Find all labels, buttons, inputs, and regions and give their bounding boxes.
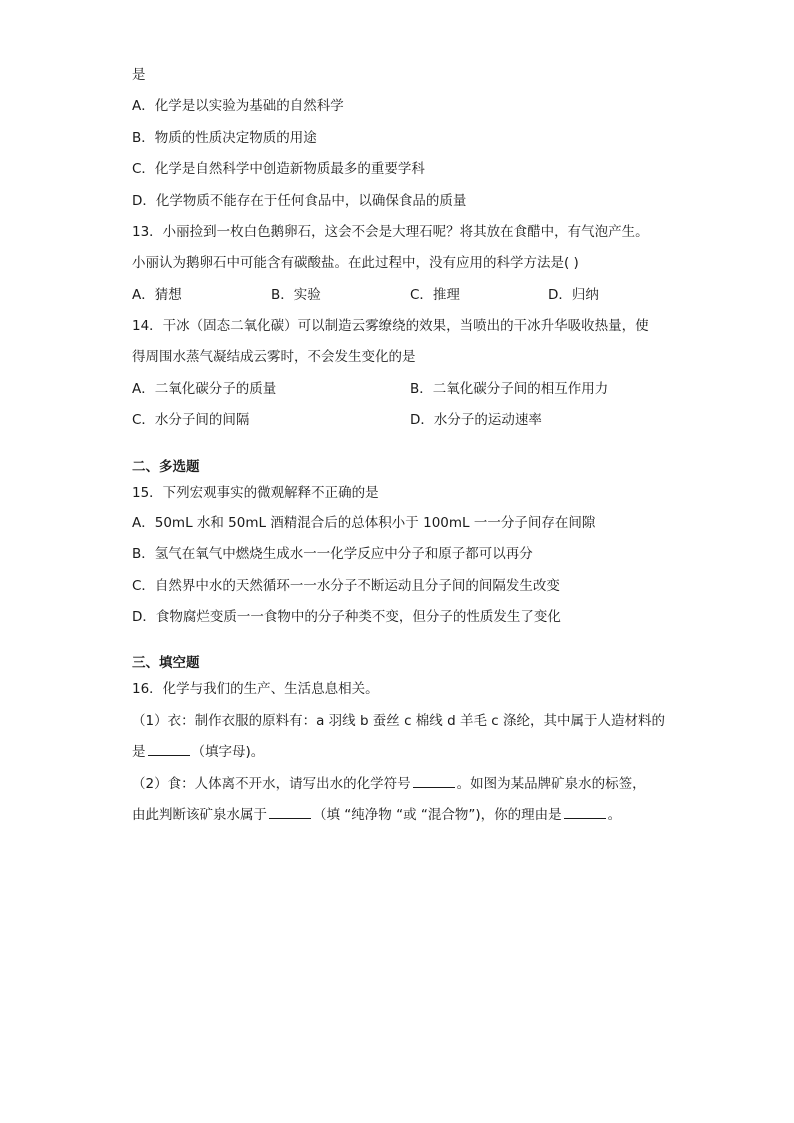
q16-part2-prefix: （2）食：人体离不开水，请写出水的化学符号 <box>132 776 411 792</box>
q16-part2-line2-prefix: 由此判断该矿泉水属于 <box>132 807 267 823</box>
q16-stem: 16．化学与我们的生产、生活息息相关。 <box>132 681 379 697</box>
q13-stem-line2: 小丽认为鹅卵石中可能含有碳酸盐。在此过程中，没有应用的科学方法是( ) <box>132 255 579 271</box>
section-multiple-choice-title: 二、多选题 <box>132 459 200 475</box>
q16-part2-line2-middle: （填 “纯净物 “或 “混合物”)，你的理由是 <box>313 807 562 823</box>
q16-part2-line2-end: 。 <box>607 807 622 823</box>
q16-part2-line2 <box>132 806 621 824</box>
q16-part1-line2 <box>132 743 264 761</box>
q15-option-b: B．氢气在氧气中燃烧生成水一一化学反应中分子和原子都可以再分 <box>132 546 533 562</box>
q13-option-b: B．实验 <box>271 287 321 303</box>
q16-part2-line1-suffix: 。如图为某品牌矿泉水的标签， <box>456 776 646 792</box>
q13-option-c: C．推理 <box>410 287 460 303</box>
q14-option-d: D．水分子的运动速率 <box>410 412 542 428</box>
q16-reason-blank[interactable] <box>564 806 606 819</box>
q13-option-a: A．猜想 <box>132 287 182 303</box>
section-fill-blank-title: 三、填空题 <box>132 655 200 671</box>
q14-option-c: C．水分子间的间隔 <box>132 412 250 428</box>
q14-option-b: B．二氧化碳分子间的相互作用力 <box>410 381 609 397</box>
q16-part1-line1: （1）衣：制作衣服的原料有：a 羽线 b 蚕丝 c 棉线 d 羊毛 c 涤纶，其中属于人造材料的 <box>132 713 665 729</box>
q12-option-d: D．化学物质不能存在于任何食品中，以确保食品的质量 <box>132 193 467 209</box>
q14-stem-line2: 得周围水蒸气凝结成云雾时，不会发生变化的是 <box>132 349 416 365</box>
q13-stem-line1: 13．小丽捡到一枚白色鹅卵石，这会不会是大理石呢？将其放在食醋中，有气泡产生。 <box>132 224 649 240</box>
q14-stem-line1: 14．干冰（固态二氧化碳）可以制造云雾缭绕的效果，当喷出的干冰升华吸收热量，使 <box>132 318 649 334</box>
q16-part1-answer-blank[interactable] <box>148 743 190 756</box>
q12-stem-tail: 是 <box>132 67 146 83</box>
q16-water-symbol-blank[interactable] <box>413 775 455 788</box>
q15-stem: 15．下列宏观事实的微观解释不正确的是 <box>132 485 379 501</box>
q16-part1-suffix: （填字母)。 <box>191 744 265 760</box>
q15-option-c: C．自然界中水的天然循环一一水分子不断运动且分子间的间隔发生改变 <box>132 578 560 594</box>
q16-part1-prefix: 是 <box>132 744 146 760</box>
q15-option-a: A．50mL 水和 50mL 酒精混合后的总体积小于 100mL 一一分子间存在间隙 <box>132 515 596 531</box>
q12-option-b: B．物质的性质决定物质的用途 <box>132 130 317 146</box>
q12-option-c: C．化学是自然科学中创造新物质最多的重要学科 <box>132 161 425 177</box>
q14-option-a: A．二氧化碳分子的质量 <box>132 381 277 397</box>
q16-mineral-water-type-blank[interactable] <box>269 806 311 819</box>
q15-option-d: D．食物腐烂变质一一食物中的分子种类不变，但分子的性质发生了变化 <box>132 609 561 625</box>
q16-part2-line1 <box>132 775 646 793</box>
q13-option-d: D．归纳 <box>548 287 599 303</box>
q12-option-a: A．化学是以实验为基础的自然科学 <box>132 98 344 114</box>
